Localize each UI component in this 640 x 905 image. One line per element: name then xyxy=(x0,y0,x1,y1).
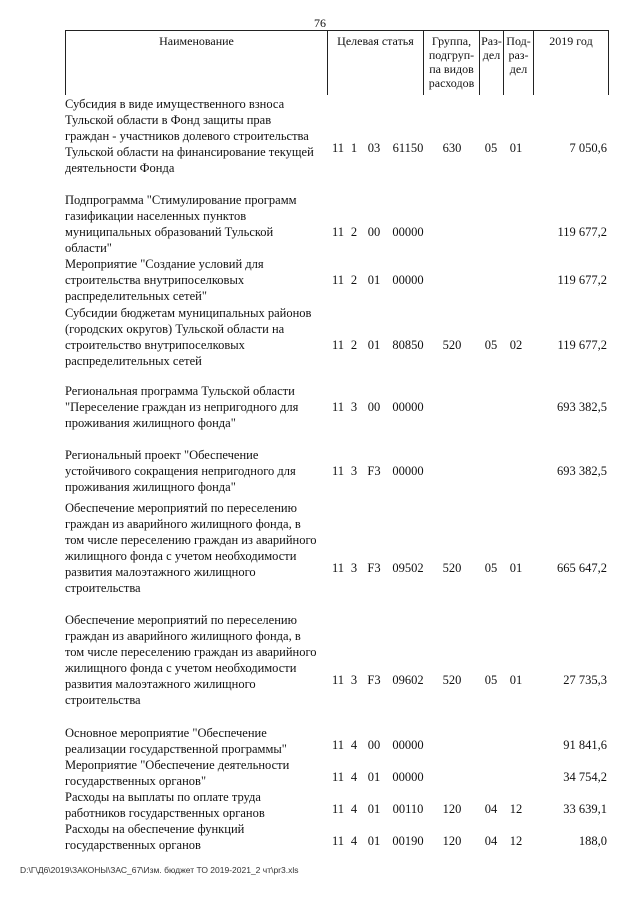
code-a: 11 xyxy=(331,802,345,816)
table-row xyxy=(65,500,607,596)
table-row xyxy=(65,192,607,256)
group-code: 520 xyxy=(442,561,462,575)
code-c: 01 xyxy=(367,770,381,784)
row-name: Расходы на обеспечение функций государственных органов xyxy=(65,822,245,852)
section-code: 04 xyxy=(484,802,498,816)
row-name: Обеспечение мероприятий по переселению граждан из аварийного жилищного фонда, в том числе переселению граждан из аварийного жилищного фонда с учетом необходимости развития малоэтажного жилищного строительства xyxy=(65,613,317,707)
code-d: 00000 xyxy=(392,738,424,752)
code-b: 3 xyxy=(350,673,358,687)
subsection-code: 12 xyxy=(509,834,523,848)
amount: 665 647,2 xyxy=(557,561,607,575)
table-row xyxy=(65,447,607,495)
table-row xyxy=(65,612,607,708)
amount: 693 382,5 xyxy=(557,464,607,478)
table-row xyxy=(65,96,607,176)
amount: 119 677,2 xyxy=(557,273,607,287)
code-a: 11 xyxy=(331,338,345,352)
row-name: Региональная программа Тульской области "Переселение граждан из непригодного для проживания жилищного фонда" xyxy=(65,384,299,430)
row-name: Расходы на выплаты по оплате труда работников государственных органов xyxy=(65,790,265,820)
section-code: 05 xyxy=(484,338,498,352)
code-c: 01 xyxy=(367,802,381,816)
code-b: 4 xyxy=(350,834,358,848)
table-row xyxy=(65,305,607,369)
code-d: 00110 xyxy=(392,802,424,816)
table-row xyxy=(65,821,607,853)
section-code: 05 xyxy=(484,561,498,575)
subsection-code: 01 xyxy=(509,141,523,155)
file-path-footer: D:\Г\Д6\2019\ЗАКОНЫ\ЗАС_67\Изм. бюджет ТО 2019-2021_2 чт\pr3.xls xyxy=(20,865,299,875)
amount: 693 382,5 xyxy=(557,400,607,414)
code-d: 00000 xyxy=(392,464,424,478)
table-row xyxy=(65,757,607,789)
header-section: Раз- дел xyxy=(480,31,504,95)
code-b: 4 xyxy=(350,738,358,752)
code-b: 2 xyxy=(350,338,358,352)
row-name: Мероприятие "Создание условий для строительства внутрипоселковых распределительных сетей" xyxy=(65,257,264,303)
amount: 91 841,6 xyxy=(563,738,607,752)
row-name: Субсидии бюджетам муниципальных районов (городских округов) Тульской области на строительство внутрипоселковых распределительных сетей xyxy=(65,306,312,368)
code-b: 4 xyxy=(350,770,358,784)
code-c: 00 xyxy=(367,738,381,752)
table-header xyxy=(65,30,609,95)
code-a: 11 xyxy=(331,225,345,239)
amount: 188,0 xyxy=(578,834,607,848)
page-number: 76 xyxy=(314,16,326,30)
code-c: F3 xyxy=(367,673,381,687)
table-row xyxy=(65,789,607,821)
code-c: 00 xyxy=(367,225,381,239)
code-b: 2 xyxy=(350,273,358,287)
section-code: 05 xyxy=(484,673,498,687)
table-row xyxy=(65,383,607,431)
code-d: 00190 xyxy=(392,834,424,848)
code-c: 03 xyxy=(367,141,381,155)
amount: 27 735,3 xyxy=(563,673,607,687)
group-code: 120 xyxy=(442,834,462,848)
amount: 7 050,6 xyxy=(569,141,607,155)
code-d: 61150 xyxy=(392,141,424,155)
header-group: Группа, подгруп- па видов расходов xyxy=(424,31,480,95)
row-name: Подпрограмма "Стимулирование программ газификации населенных пунктов муниципальных образований Тульской области" xyxy=(65,193,297,255)
group-code: 520 xyxy=(442,673,462,687)
header-year: 2019 год xyxy=(549,34,593,48)
code-b: 3 xyxy=(350,464,358,478)
code-a: 11 xyxy=(331,273,345,287)
group-code: 120 xyxy=(442,802,462,816)
row-name: Основное мероприятие "Обеспечение реализации государственной программы" xyxy=(65,726,287,756)
amount: 119 677,2 xyxy=(557,338,607,352)
code-b: 3 xyxy=(350,561,358,575)
header-target: Целевая статья xyxy=(328,31,424,95)
table-row xyxy=(65,256,607,304)
row-name: Мероприятие "Обеспечение деятельности государственных органов" xyxy=(65,758,290,788)
code-b: 1 xyxy=(350,141,358,155)
table-row xyxy=(65,725,607,757)
group-code: 520 xyxy=(442,338,462,352)
subsection-code: 02 xyxy=(509,338,523,352)
code-a: 11 xyxy=(331,464,345,478)
subsection-code: 12 xyxy=(509,802,523,816)
code-d: 00000 xyxy=(392,770,424,784)
code-a: 11 xyxy=(331,400,345,414)
code-a: 11 xyxy=(331,738,345,752)
header-name: Наименование xyxy=(66,31,328,95)
code-c: 01 xyxy=(367,834,381,848)
row-name: Субсидия в виде имущественного взноса Тульской области в Фонд защиты прав граждан - участников долевого строительства Тульской области на финансирование текущей деятельности Фонда xyxy=(65,97,314,175)
header-subsection: Под- раз- дел xyxy=(504,31,534,95)
subsection-code: 01 xyxy=(509,561,523,575)
amount: 119 677,2 xyxy=(557,225,607,239)
amount: 33 639,1 xyxy=(563,802,607,816)
code-d: 09602 xyxy=(392,673,424,687)
subsection-code: 01 xyxy=(509,673,523,687)
code-d: 80850 xyxy=(392,338,424,352)
group-code: 630 xyxy=(442,141,462,155)
code-c: F3 xyxy=(367,561,381,575)
amount: 34 754,2 xyxy=(563,770,607,784)
code-a: 11 xyxy=(331,770,345,784)
row-name: Обеспечение мероприятий по переселению граждан из аварийного жилищного фонда, в том числе переселению граждан из аварийного жилищного фонда с учетом необходимости развития малоэтажного жилищного строительства xyxy=(65,501,317,595)
code-d: 00000 xyxy=(392,400,424,414)
code-a: 11 xyxy=(331,834,345,848)
code-d: 00000 xyxy=(392,273,424,287)
code-c: F3 xyxy=(367,464,381,478)
code-b: 2 xyxy=(350,225,358,239)
code-a: 11 xyxy=(331,141,345,155)
code-c: 00 xyxy=(367,400,381,414)
code-b: 4 xyxy=(350,802,358,816)
code-a: 11 xyxy=(331,673,345,687)
code-b: 3 xyxy=(350,400,358,414)
code-d: 00000 xyxy=(392,225,424,239)
section-code: 04 xyxy=(484,834,498,848)
code-d: 09502 xyxy=(392,561,424,575)
code-c: 01 xyxy=(367,273,381,287)
code-a: 11 xyxy=(331,561,345,575)
code-c: 01 xyxy=(367,338,381,352)
row-name: Региональный проект "Обеспечение устойчивого сокращения непригодного для проживания жилищного фонда" xyxy=(65,448,296,494)
section-code: 05 xyxy=(484,141,498,155)
